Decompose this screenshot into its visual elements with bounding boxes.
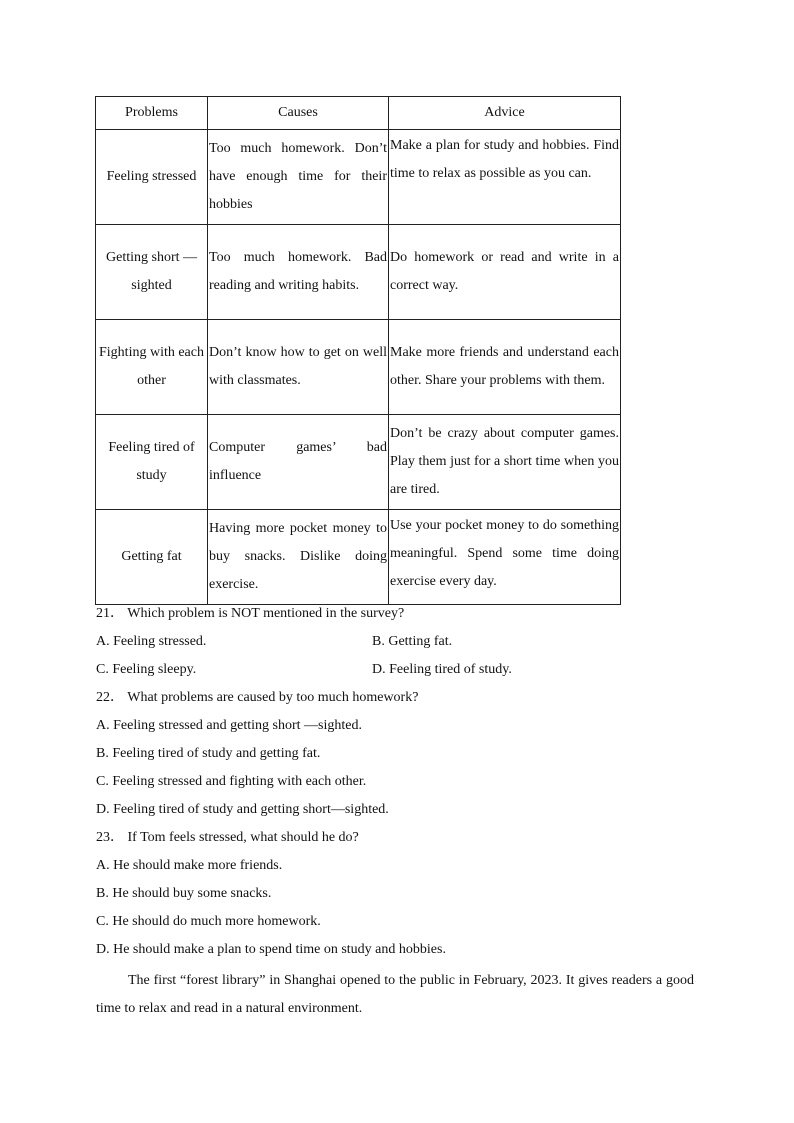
option-d: D. Feeling tired of study and getting short—sighted. (96, 802, 389, 817)
option-c: C. Feeling stressed and fighting with each other. (96, 774, 367, 789)
problem-cell: Feeling stressed (96, 130, 208, 225)
question-stem: 22． What problems are caused by too much homework? (96, 690, 419, 705)
problem-cell: Getting short —sighted (96, 225, 208, 320)
cause-cell: Too much homework. Bad reading and writing habits. (208, 225, 389, 320)
advice-text: Use your pocket money to do something meaningful. Spend some time doing exercise every day. (390, 518, 619, 589)
passage-paragraph: The first “forest library” in Shanghai opened to the public in February, 2023. It gives readers a good time to relax and read in a natural environment. (96, 973, 694, 1016)
advice-text: Make a plan for study and hobbies. Find time to relax as possible as you can. (390, 138, 619, 181)
option-d: D. He should make a plan to spend time on study and hobbies. (96, 942, 446, 957)
option-row (96, 628, 696, 656)
questions-section (96, 600, 696, 964)
problem-cell: Feeling tired of study (96, 415, 208, 510)
cause-cell: Computer games’ bad influence (208, 415, 389, 510)
option-a: A. He should make more friends. (96, 858, 283, 873)
question-22 (96, 684, 696, 824)
option-b: B. Getting fat. (372, 634, 453, 649)
option-c: C. Feeling sleepy. (96, 662, 197, 677)
option-a: A. Feeling stressed. (96, 634, 207, 649)
option-b: B. He should buy some snacks. (96, 886, 272, 901)
question-stem: 21． Which problem is NOT mentioned in the survey? (96, 606, 405, 621)
advice-cell: Do homework or read and write in a correct way. (389, 225, 621, 320)
table-header-row (96, 97, 621, 130)
question-21 (96, 600, 696, 684)
advice-cell (389, 130, 621, 225)
problem-cell: Fighting with each other (96, 320, 208, 415)
option-d: D. Feeling tired of study. (372, 662, 512, 677)
option-c: C. He should do much more homework. (96, 914, 321, 929)
cause-cell: Having more pocket money to buy snacks. Dislike doing exercise. (208, 510, 389, 605)
table-row (96, 320, 621, 415)
survey-table (95, 96, 621, 605)
advice-cell (389, 510, 621, 605)
table-row (96, 130, 621, 225)
advice-cell: Make more friends and understand each other. Share your problems with them. (389, 320, 621, 415)
header-causes: Causes (208, 97, 389, 130)
table-row (96, 510, 621, 605)
option-b: B. Feeling tired of study and getting fat. (96, 746, 321, 761)
header-advice: Advice (389, 97, 621, 130)
question-23 (96, 824, 696, 964)
cause-cell: Too much homework. Don’t have enough time for their hobbies (208, 130, 389, 225)
problem-cell: Getting fat (96, 510, 208, 605)
table-row (96, 415, 621, 510)
cause-cell: Don’t know how to get on well with classmates. (208, 320, 389, 415)
table-row (96, 225, 621, 320)
option-row (96, 656, 696, 684)
question-stem: 23． If Tom feels stressed, what should he do? (96, 830, 359, 845)
advice-cell: Don’t be crazy about computer games. Play them just for a short time when you are tired. (389, 415, 621, 510)
option-a: A. Feeling stressed and getting short —sighted. (96, 718, 362, 733)
header-problems: Problems (96, 97, 208, 130)
